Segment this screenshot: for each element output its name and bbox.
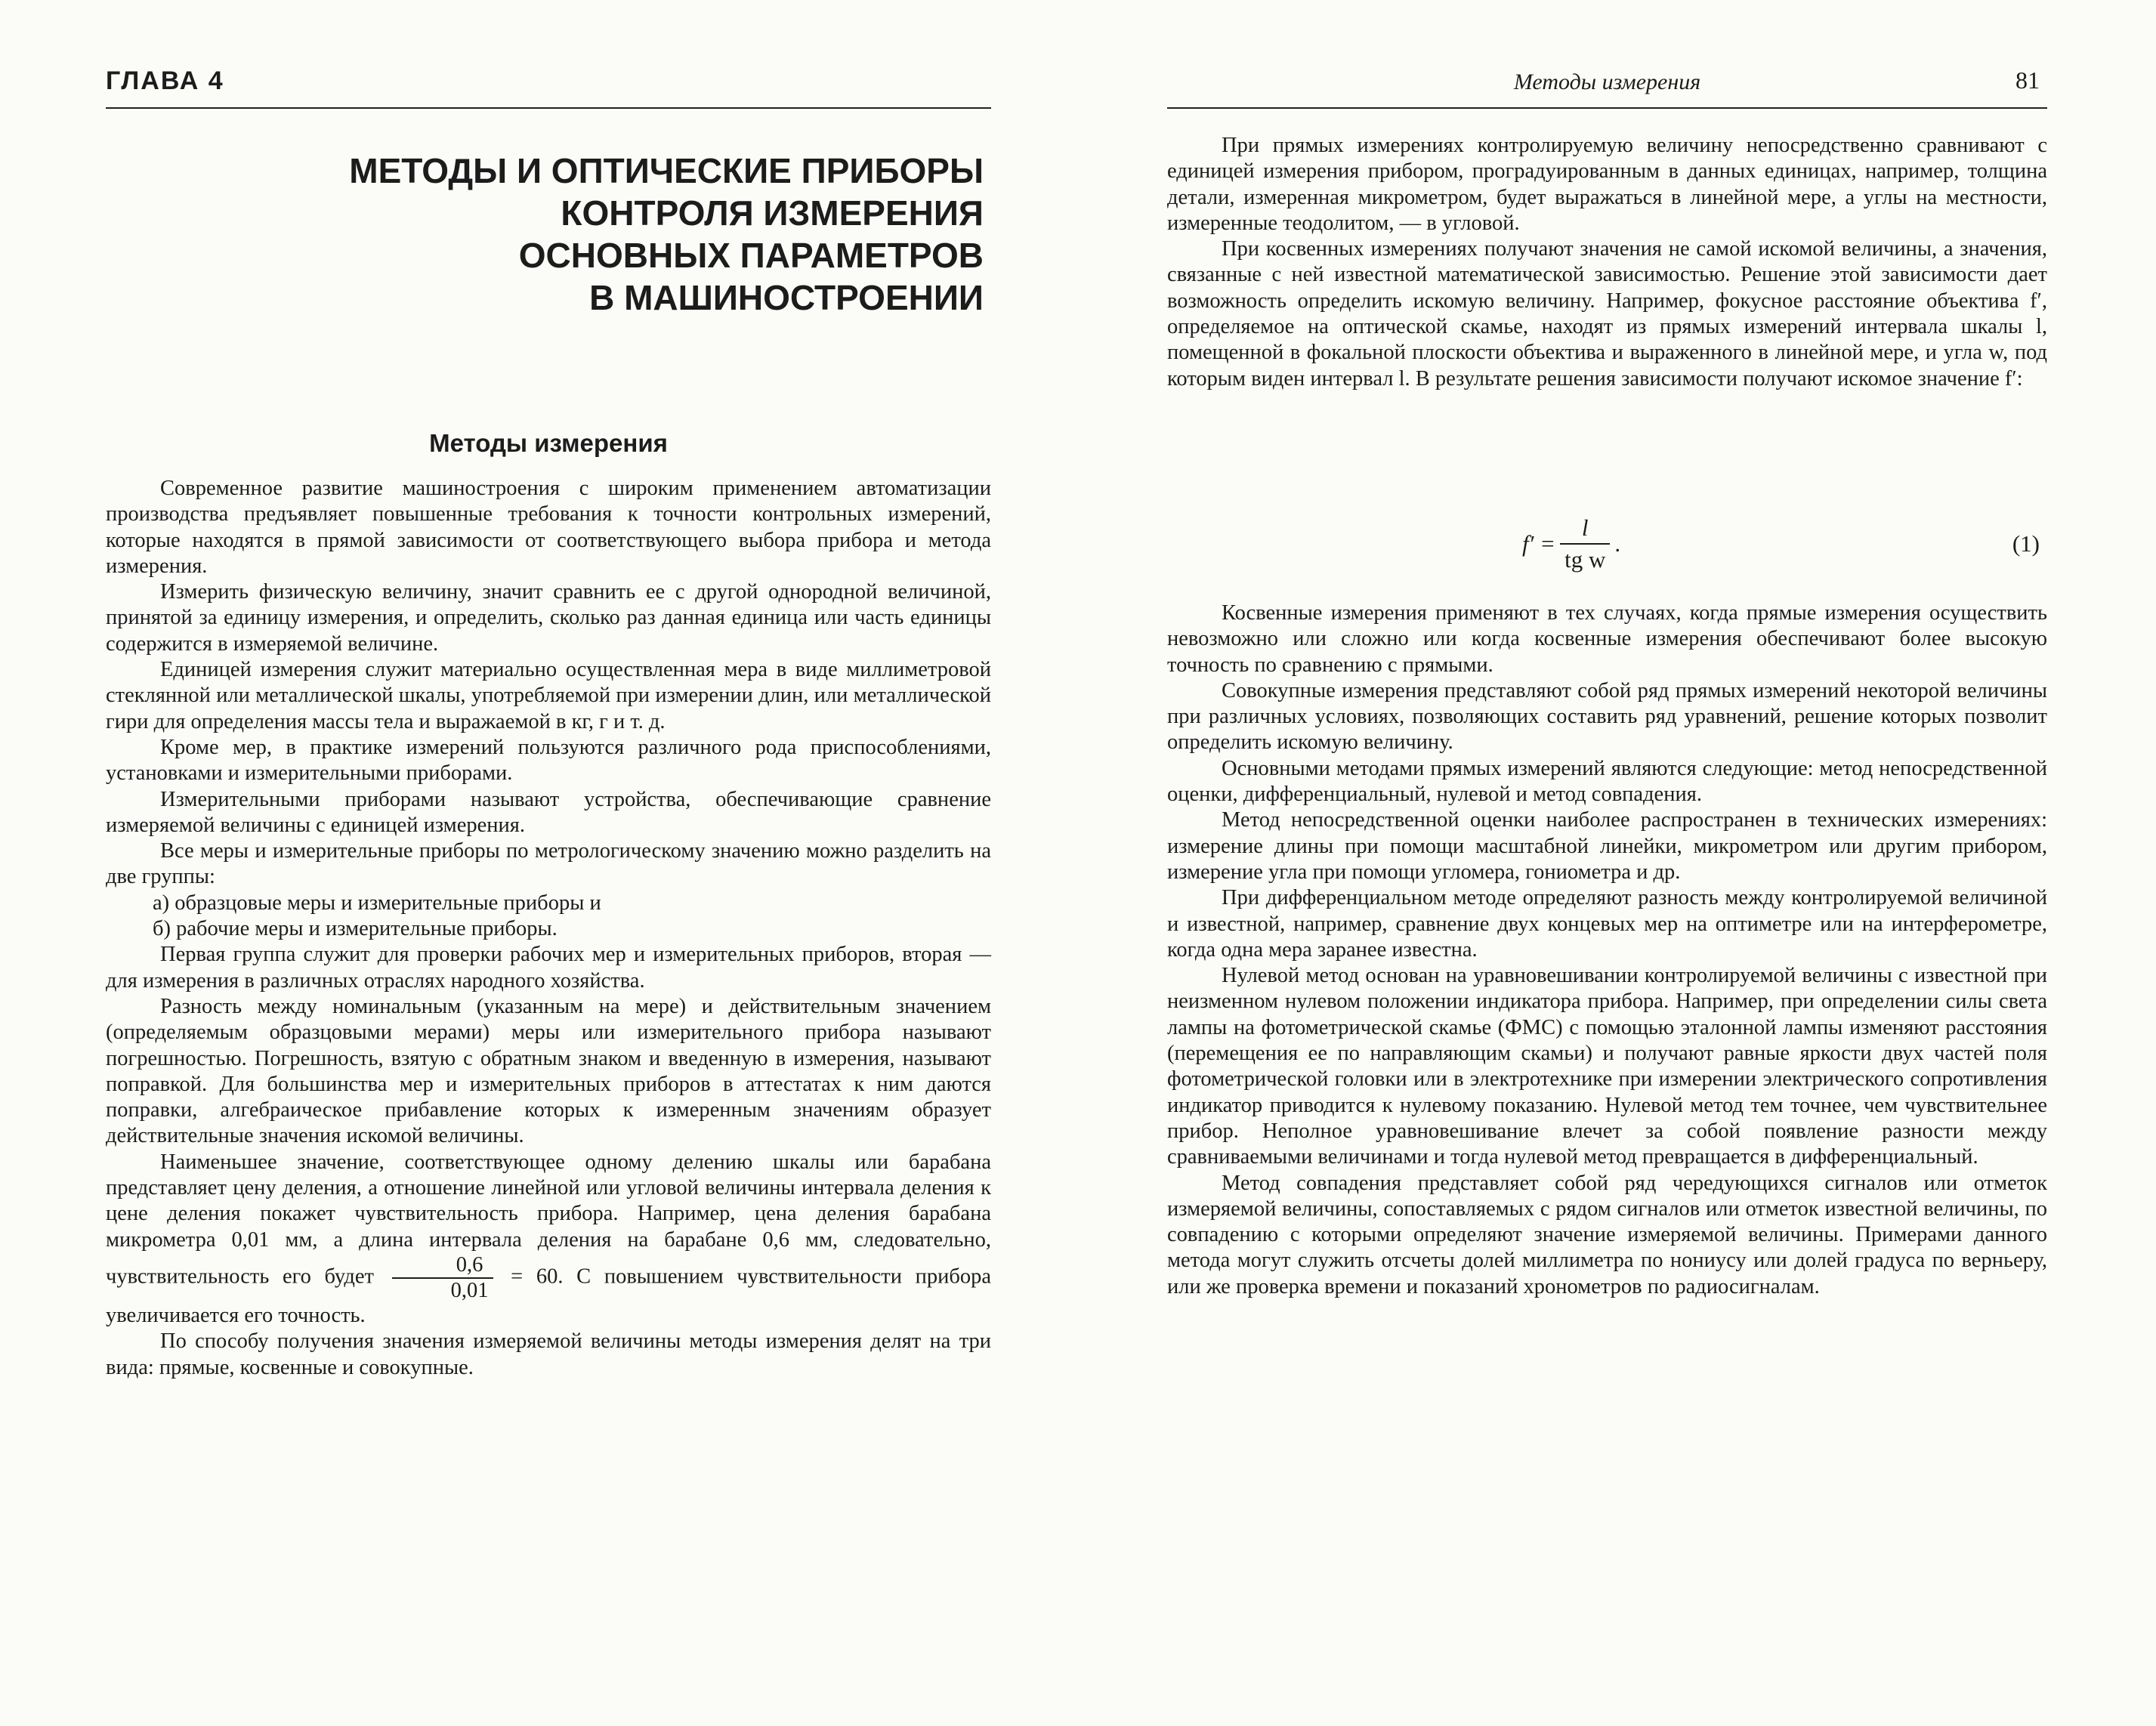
paragraph: При дифференциальном методе определяют разность между контролируемой величиной и известной, например, сравнение двух концевых мер на оптиметре или на интерферометре, когда одна мера заранее известна. — [1167, 886, 2047, 962]
formula-dot: . — [1614, 530, 1621, 557]
list-item: б) рабочие меры и измерительные приборы. — [153, 917, 558, 941]
fraction — [392, 1253, 493, 1303]
right-body-text-bottom — [1167, 601, 2047, 1300]
formula-denominator: tg w — [1564, 546, 1606, 573]
formula-lhs: f′ = — [1522, 530, 1556, 557]
paragraph: Измерительными приборами называют устройства, обеспечивающие сравнение измеряемой величины с единицей измерения. — [106, 787, 991, 837]
left-running-head — [106, 62, 991, 109]
paragraph: Все меры и измерительные приборы по метрологическому значению можно разделить на две группы: — [106, 839, 991, 889]
paragraph: При прямых измерениях контролируемую величину непосредственно сравнивают с единицей измерения прибором, проградуированным в данных единицах, например, толщина детали, измеренная микрометром, будет выражаться в линейной мере, а углы на местности, измеренные теодолитом, — в угловой. — [1167, 134, 2047, 235]
list-item: а) образцовые меры и измерительные приборы и — [153, 891, 601, 915]
paragraph: Измерить физическую величину, значит сравнить ее с другой однородной величиной, принятой за единицу измерения, и определить, сколько раз данная единица или часть единицы содержится в измеряемой величине. — [106, 580, 991, 656]
chapter-title-line: МЕТОДЫ И ОПТИЧЕСКИЕ ПРИБОРЫ — [349, 151, 984, 190]
formula-number: (1) — [2012, 530, 2040, 557]
section-title: Методы измерения — [429, 429, 668, 457]
formula-fraction — [1560, 513, 1610, 575]
paragraph-with-fraction — [106, 1150, 991, 1329]
paragraph: Кроме мер, в практике измерений пользуются различного рода приспособлениями, установками и измерительными приборами. — [106, 735, 991, 786]
section-header: Методы измерения — [1513, 69, 1701, 94]
right-body-text-top — [1167, 133, 2047, 392]
chapter-title — [153, 150, 984, 319]
right-page — [1167, 0, 2047, 1726]
fraction-numerator: 0,6 — [392, 1253, 493, 1279]
paragraph: Единицей измерения служит материально осуществленная мера в виде миллиметровой стеклянной или металлической шкалы, употребляемой при измерении длин, или металлической гири для определения массы тела и выражаемой в кг, г и т. д. — [106, 658, 991, 733]
paragraph: Совокупные измерения представляют собой ряд прямых измерений некоторой величины при различных условиях, позволяющих составить ряд уравнений, решение которых позволит определить искомую величину. — [1167, 678, 2047, 755]
left-body-text — [106, 476, 991, 1381]
paragraph: Нулевой метод основан на уравновешивании контролируемой величины с известной при неизменном нулевом положении индикатора прибора. Например, при определении силы света лампы на фотометрической скамье (ФМС) с помощью эталонной лампы изменяют расстояния (перемещения ее по направляющим скамьи) и получают равные яркости двух частей поля фотометрической головки или в электротехнике при измерении электрического сопротивления индикатор приводится к нулевому показанию. Нулевой метод тем точнее, чем чувствительнее прибор. Неполное уравновешивание влечет за собой появление разности между сравниваемыми величинами и тогда нулевой метод превращается в дифференциальный. — [1167, 964, 2047, 1169]
paragraph: Метод непосредственной оценки наиболее распространен в технических измерениях: измерение длины при помощи масштабной линейки, микрометром или другим прибором, измерение угла при помощи угломера, гониометра и др. — [1167, 808, 2047, 884]
formula-expression — [1522, 506, 1620, 582]
paragraph-text: Наименьшее значение, соответствующее одному делению шкалы или барабана представляет цену деления, а отношение линейной или угловой величины интервала деления к цене деления покажет чувствительность прибора. Например, цена деления барабана микрометра 0,01 мм, а длина интервала деления на барабане 0,6 мм, следовательно, чувствительность его будет — [106, 1150, 991, 1289]
chapter-title-line: КОНТРОЛЯ ИЗМЕРЕНИЯ — [561, 193, 984, 233]
fraction-result: = 60. С повышением чувствительности прибора увеличивается его точность. — [106, 1264, 991, 1327]
right-running-head — [1167, 62, 2047, 109]
formula-numerator: l — [1560, 513, 1610, 545]
paragraph: Метод совпадения представляет собой ряд чередующихся сигналов или отметок измеряемой величины, сопоставляемых с рядом сигналов или отметок известной величины, по совпадению с которыми определяют значение измеряемой величины. Примерами данного метода могут служить отсчеты долей миллиметра по нониусу или долей градуса по верньеру, или же проверка времени и показаний хронометров по радиосигналам. — [1167, 1171, 2047, 1298]
chapter-label: ГЛАВА 4 — [106, 66, 224, 95]
paragraph: Разность между номинальным (указанным на мере) и действительным значением (определяемым образцовыми мерами) меры или измерительного прибора называют погрешностью. Погрешность, взятую с обратным знаком и введенную в измерения, называют поправкой. Для большинства мер и измерительных приборов в аттестатах к ним даются поправки, алгебраическое прибавление которых к измеренным значениям образует действительные значения искомой величины. — [106, 994, 991, 1148]
paragraph: При косвенных измерениях получают значения не самой искомой величины, а значения, связанные с ней известной математической зависимостью. Решение этой зависимости дает возможность определить искомую величину. Например, фокусное расстояние объектива f′, определяемое на оптической скамье, находят из прямых измерений интервала шкалы l, помещенной в фокальной плоскости объектива и выраженного в линейной мере, и угла w, под которым виден интервал l. В результате решения зависимости получают искомое значение f′: — [1167, 237, 2047, 391]
chapter-title-line: ОСНОВНЫХ ПАРАМЕТРОВ — [518, 236, 984, 275]
paragraph: Первая группа служит для проверки рабочих мер и измерительных приборов, вторая — для измерения в различных отраслях народного хозяйства. — [106, 943, 991, 993]
fraction-denominator: 0,01 — [450, 1278, 489, 1302]
formula-1 — [1167, 506, 2047, 582]
paragraph: Основными методами прямых измерений являются следующие: метод непосредственной оценки, дифференциальный, нулевой и метод совпадения. — [1167, 756, 2047, 807]
paragraph: По способу получения значения измеряемой величины методы измерения делят на три вида: прямые, косвенные и совокупные. — [106, 1329, 991, 1379]
left-page — [106, 0, 991, 1726]
paragraph: Современное развитие машиностроения с широким применением автоматизации производства предъявляет повышенные требования к точности контрольных измерений, которые находятся в прямой зависимости от соответствующего выбора прибора и метода измерения. — [106, 477, 991, 578]
page-number: 81 — [2015, 66, 2040, 94]
chapter-title-line: В МАШИНОСТРОЕНИИ — [589, 278, 984, 317]
paragraph: Косвенные измерения применяют в тех случаях, когда прямые измерения осуществить невозможно или сложно или когда косвенные измерения обеспечивают более высокую точность по сравнению с прямыми. — [1167, 601, 2047, 677]
